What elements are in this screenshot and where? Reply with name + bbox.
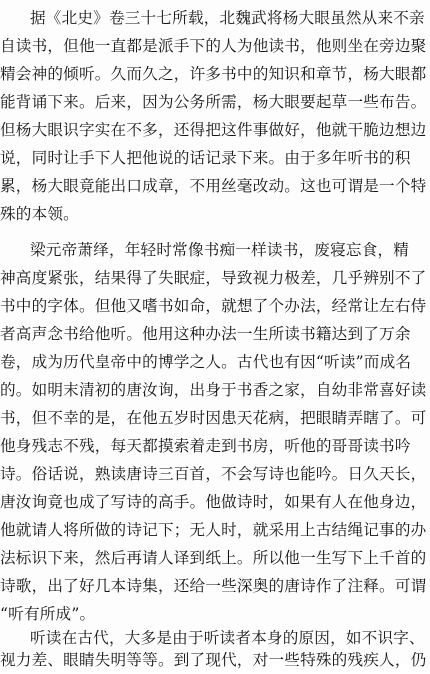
paragraph-2-line-11: 他就请人将所做的诗记下；无人时，就采用上古结绳记事的办 [0, 521, 427, 539]
paragraph-2-line-9: 诗。俗话说，熟读唐诗三百首，不会写诗也能吟。日久天长， [0, 465, 427, 483]
paragraph-1-line-4: 能背诵下来。后来，因为公务所需，杨大眼要起草一些布告。 [0, 93, 427, 111]
paragraph-2-line-3: 书中的字体。但他又嗜书如命，就想了个办法，经常让左右侍 [0, 297, 427, 315]
paragraph-1-line-1: 据《北史》卷三十七所载，北魏武将杨大眼虽然从来不亲 [30, 9, 425, 27]
paragraph-2-line-2: 神高度紧张，结果得了失眠症，导致视力极差，几乎辨别不了 [0, 269, 427, 287]
paragraph-2-line-13: 诗歌，出了好几本诗集，还给一些深奥的唐诗作了注释。可谓 [0, 577, 427, 595]
paragraph-1-line-2: 自读书，但他一直都是派手下的人为他读书，他则坐在旁边聚 [0, 37, 427, 55]
paragraph-2-line-10: 唐汝询竟也成了写诗的高手。他做诗时，如果有人在他身边， [0, 493, 427, 511]
paragraph-3-line-1: 听读在古代，大多是由于听读者本身的原因，如不识字、 [30, 629, 425, 647]
paragraph-2-line-4: 者高声念书给他听。他用这种办法一生所读书籍达到了万余 [0, 325, 411, 343]
paragraph-2-line-6: 的。如明末清初的唐汝询，出身于书香之家，自幼非常喜好读 [0, 381, 427, 399]
paragraph-2-line-14: “听有所成”。 [0, 605, 96, 623]
paragraph-1-line-3: 精会神的倾听。久而久之，许多书中的知识和章节，杨大眼都 [0, 65, 427, 83]
paragraph-2-line-1: 梁元帝萧绎，年轻时常像书痴一样读书，废寝忘食，精 [30, 241, 410, 259]
paragraph-2-line-7: 书，但不幸的是，在他五岁时因患天花病，把眼睛弄瞎了。可 [0, 409, 427, 427]
paragraph-2-line-8: 他身残志不残，每天都摸索着走到书房，听他的哥哥读书吟 [0, 437, 411, 455]
paragraph-1-line-6: 说，同时让手下人把他说的话记录下来。由于多年听书的积 [0, 149, 411, 167]
paragraph-2-line-12: 法标识下来，然后再请人译到纸上。所以他一生写下上千首的 [0, 549, 427, 567]
paragraph-3-line-2: 视力差、眼睛失明等等。到了现代，对一些特殊的残疾人，仍 [0, 651, 427, 669]
paragraph-1-line-8: 殊的本领。 [0, 205, 79, 223]
paragraph-2-line-5: 卷，成为历代皇帝中的博学之人。古代也有因“听读”而成名 [0, 353, 412, 371]
paragraph-1-line-5: 但杨大眼识字实在不多，还得把这件事做好，他就干脆边想边 [0, 121, 427, 139]
paragraph-1-line-7: 累，杨大眼竟能出口成章，不用丝毫改动。这也可谓是一个特 [0, 177, 427, 195]
